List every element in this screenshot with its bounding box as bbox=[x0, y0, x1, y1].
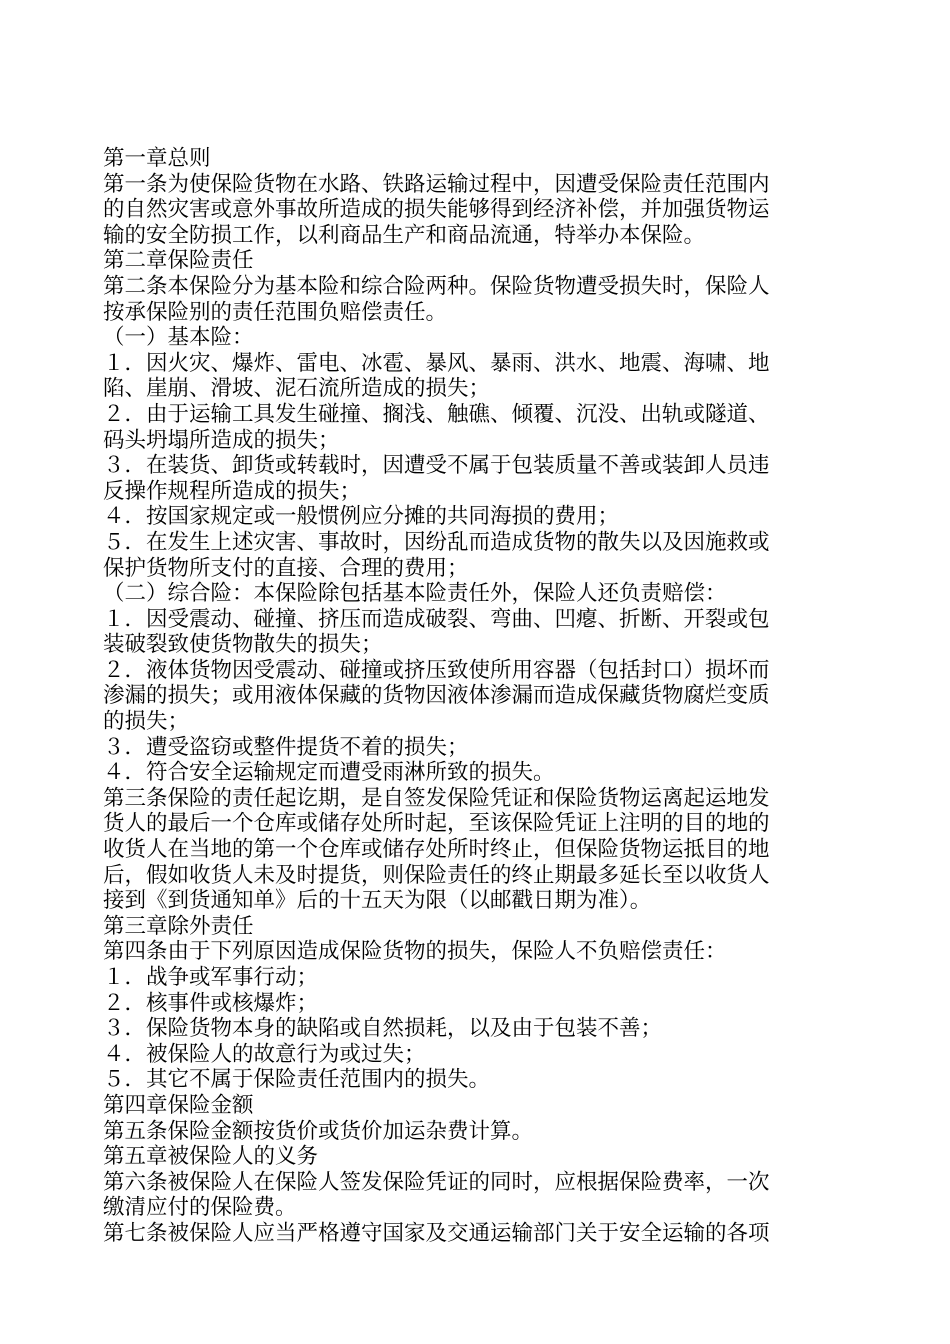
text-line: 输的安全防损工作，以利商品生产和商品流通，特举办本保险。 bbox=[103, 222, 706, 248]
text-line: 第四条由于下列原因造成保险货物的损失，保险人不负赔偿责任： bbox=[103, 939, 727, 965]
text-line: ４．符合安全运输规定而遭受雨淋所致的损失。 bbox=[103, 760, 555, 786]
text-line: ３．遭受盗窃或整件提货不着的损失； bbox=[103, 734, 469, 760]
text-line: ２．核事件或核爆炸； bbox=[103, 990, 319, 1016]
text-line: 接到《到货通知单》后的十五天为限（以邮戳日期为准）。 bbox=[103, 888, 652, 914]
text-line: 第二章保险责任 bbox=[103, 248, 254, 274]
text-line: 第五条保险金额按货价或货价加运杂费计算。 bbox=[103, 1118, 534, 1144]
text-line: 第六条被保险人在保险人签发保险凭证的同时，应根据保险费率，一次 bbox=[103, 1169, 770, 1195]
text-line: 保护货物所支付的直接、合理的费用； bbox=[103, 555, 469, 581]
text-line: 后，假如收货人未及时提货，则保险责任的终止期最多延长至以收货人 bbox=[103, 862, 770, 888]
text-line: 装破裂致使货物散失的损失； bbox=[103, 632, 383, 658]
text-line: ３．保险货物本身的缺陷或自然损耗，以及由于包装不善； bbox=[103, 1016, 663, 1042]
text-line: ２．液体货物因受震动、碰撞或挤压致使所用容器（包括封口）损坏而 bbox=[103, 657, 770, 683]
text-line: （二）综合险：本保险除包括基本险责任外，保险人还负责赔偿： bbox=[103, 581, 727, 607]
text-line: 第一章总则 bbox=[103, 146, 211, 171]
text-line: 缴清应付的保险费。 bbox=[103, 1195, 297, 1221]
text-line: 第三条保险的责任起讫期，是自签发保险凭证和保险货物运离起运地发 bbox=[103, 785, 770, 811]
text-line: １．战争或军事行动； bbox=[103, 965, 319, 990]
text-line: 渗漏的损失；或用液体保藏的货物因液体渗漏而造成保藏货物腐烂变质 bbox=[103, 683, 770, 709]
text-line: ５．在发生上述灾害、事故时，因纷乱而造成货物的散失以及因施救或 bbox=[103, 529, 770, 555]
text-line: 第二条本保险分为基本险和综合险两种。保险货物遭受损失时，保险人 bbox=[103, 273, 770, 299]
text-line: 按承保险别的责任范围负赔偿责任。 bbox=[103, 299, 448, 325]
text-line: 货人的最后一个仓库或储存处所时起，至该保险凭证上注明的目的地的 bbox=[103, 811, 770, 837]
text-line: 第一条为使保险货物在水路、铁路运输过程中，因遭受保险责任范围内 bbox=[103, 171, 770, 197]
text-line: 第三章除外责任 bbox=[103, 913, 254, 939]
text-line: 的自然灾害或意外事故所造成的损失能够得到经济补偿，并加强货物运 bbox=[103, 197, 770, 223]
text-line: ４．按国家规定或一般惯例应分摊的共同海损的费用； bbox=[103, 504, 620, 530]
text-line: 第四章保险金额 bbox=[103, 1092, 254, 1118]
text-line: （一）基本险： bbox=[103, 325, 254, 351]
text-line: ４．被保险人的故意行为或过失； bbox=[103, 1041, 426, 1067]
text-line: 的损失； bbox=[103, 709, 190, 735]
text-line: ５．其它不属于保险责任范围内的损失。 bbox=[103, 1067, 491, 1093]
document-body bbox=[103, 146, 851, 1247]
text-line: ３．在装货、卸货或转载时，因遭受不属于包装质量不善或装卸人员违 bbox=[103, 453, 770, 479]
text-line: 第五章被保险人的义务 bbox=[103, 1144, 319, 1170]
text-line: １．因受震动、碰撞、挤压而造成破裂、弯曲、凹瘪、折断、开裂或包 bbox=[103, 606, 770, 632]
text-line: 陷、崖崩、滑坡、泥石流所造成的损失； bbox=[103, 376, 491, 402]
text-line: 反操作规程所造成的损失； bbox=[103, 478, 362, 504]
text-line: 码头坍塌所造成的损失； bbox=[103, 427, 340, 453]
text-line: 第七条被保险人应当严格遵守国家及交通运输部门关于安全运输的各项 bbox=[103, 1220, 770, 1246]
text-line: １．因火灾、爆炸、雷电、冰雹、暴风、暴雨、洪水、地震、海啸、地 bbox=[103, 350, 770, 376]
text-line: 收货人在当地的第一个仓库或储存处所时终止，但保险货物运抵目的地 bbox=[103, 837, 770, 863]
text-line: ２．由于运输工具发生碰撞、搁浅、触礁、倾覆、沉没、出轨或隧道、 bbox=[103, 401, 770, 427]
